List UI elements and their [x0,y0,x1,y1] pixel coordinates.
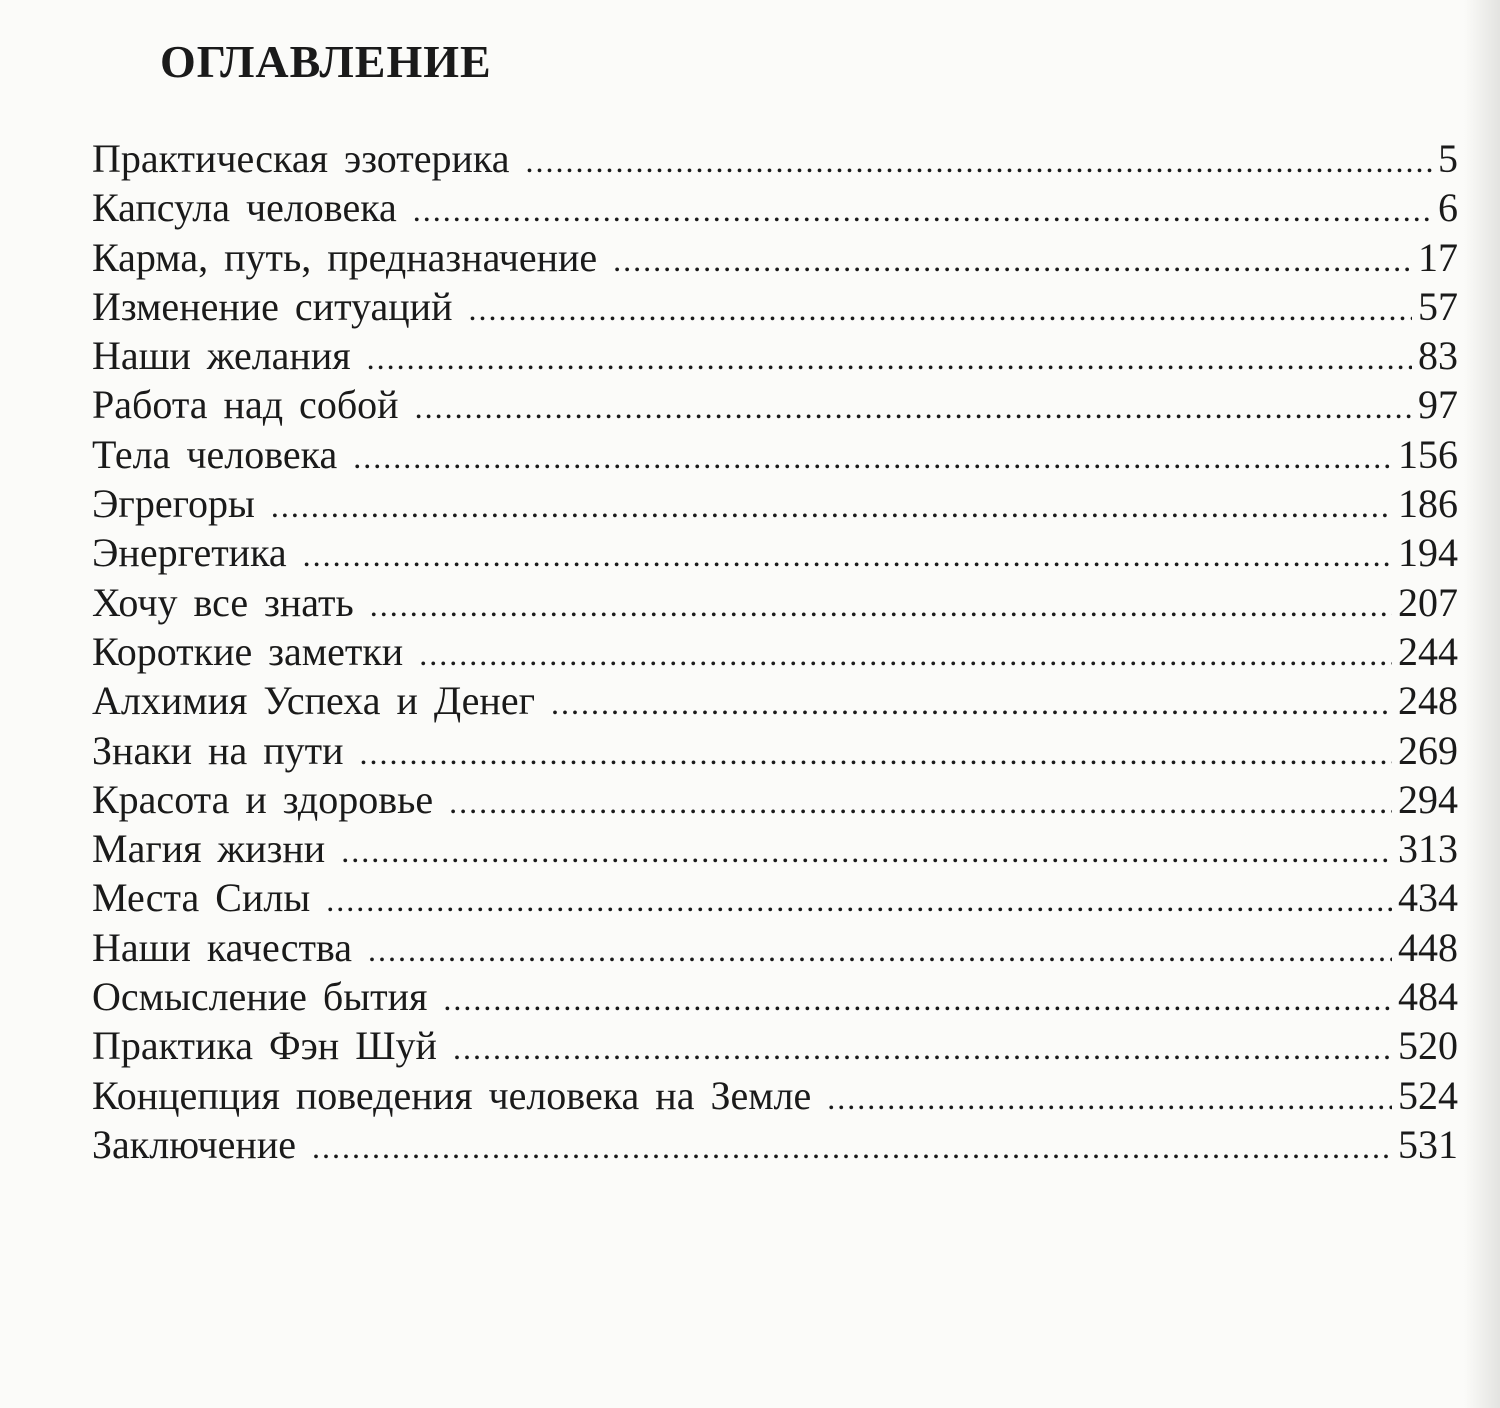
toc-entry [92,1120,1458,1169]
dot-leader [303,531,1392,580]
dot-leader [360,729,1393,778]
toc-page-number: 313 [1398,826,1458,872]
toc-page-number: 83 [1418,333,1458,379]
dot-leader [443,975,1392,1024]
toc-page-number: 294 [1398,776,1458,822]
dot-leader [271,482,1392,531]
toc-entry-title: Наши качества [92,924,353,970]
toc-entry-title: Энергетика [92,530,287,576]
toc-page-number: 448 [1398,924,1458,970]
toc-entry-title: Наши желания [92,333,351,379]
toc-entry [92,1021,1458,1070]
dot-leader [453,1024,1392,1073]
toc-entry [92,233,1458,282]
toc-entry-title: Осмысление бытия [92,974,428,1020]
dot-leader [415,383,1412,432]
toc-entry-title: Заключение [92,1121,296,1167]
toc-entry-title: Работа над собой [92,382,399,428]
toc-entry [92,1071,1458,1120]
page-edge-shadow [1464,0,1500,1408]
page-title: ОГЛАВЛЕНИЕ [160,36,492,87]
toc-page-number: 484 [1398,974,1458,1020]
toc-entry-title: Практическая эзотерика [92,136,510,181]
toc-page-number: 186 [1398,481,1458,527]
toc-entry [92,331,1458,380]
toc-entry [92,873,1458,922]
dot-leader [353,433,1392,482]
dot-leader [326,876,1392,925]
dot-leader [413,186,1432,235]
toc-entry [92,380,1458,429]
toc-entry-title: Капсула человека [92,185,397,231]
toc-entry [92,528,1458,577]
dot-leader [367,334,1412,383]
dot-leader [419,630,1392,679]
dot-leader [613,236,1412,285]
toc-entry [92,578,1458,627]
toc-entry-title: Тела человека [92,431,338,477]
toc-entry [92,479,1458,528]
toc-page-number: 248 [1398,678,1458,724]
toc-page-number: 194 [1398,530,1458,576]
toc-entry-title: Эгрегоры [92,481,255,527]
dot-leader [341,827,1392,876]
toc-entry-title: Короткие заметки [92,628,404,674]
toc-entry-title: Алхимия Успеха и Денег [92,678,535,724]
toc-entry [92,676,1458,725]
toc-page-number: 244 [1398,628,1458,674]
toc-entry [92,824,1458,873]
toc-page-number: 5 [1438,136,1458,181]
toc-entry-title: Магия жизни [92,826,326,872]
toc-entry [92,972,1458,1021]
toc-page-number: 156 [1398,431,1458,477]
toc-entry-title: Изменение ситуаций [92,283,453,329]
toc-page-number: 531 [1398,1121,1458,1167]
toc-entry-title: Концепция поведения человека на Земле [92,1072,812,1118]
toc-page-number: 269 [1398,727,1458,773]
dot-leader [525,137,1432,186]
toc-entry [92,923,1458,972]
toc-entry [92,775,1458,824]
toc-page-number: 57 [1418,283,1458,329]
toc-entry-title: Места Силы [92,875,311,921]
toc-entry [92,627,1458,676]
toc-page-number: 520 [1398,1023,1458,1069]
toc-page-number: 434 [1398,875,1458,921]
toc-entry-title: Хочу все знать [92,579,354,625]
dot-leader [468,285,1412,334]
toc-entry-title: Красота и здоровье [92,776,434,822]
toc-entry-title: Знаки на пути [92,727,344,773]
table-of-contents [92,134,1458,1169]
toc-entry [92,282,1458,331]
toc-entry [92,134,1458,183]
dot-leader [368,926,1392,975]
toc-entry [92,430,1458,479]
dot-leader [827,1074,1392,1123]
toc-page-number: 97 [1418,382,1458,428]
dot-leader [312,1123,1392,1172]
toc-entry [92,726,1458,775]
toc-page-number: 524 [1398,1072,1458,1118]
toc-page-number: 17 [1418,234,1458,280]
toc-entry-title: Практика Фэн Шуй [92,1023,437,1069]
toc-page-number: 207 [1398,579,1458,625]
toc-page-number: 6 [1438,185,1458,231]
dot-leader [551,679,1392,728]
toc-entry-title: Карма, путь, предназначение [92,234,598,280]
dot-leader [449,778,1392,827]
dot-leader [370,581,1392,630]
toc-entry [92,183,1458,232]
